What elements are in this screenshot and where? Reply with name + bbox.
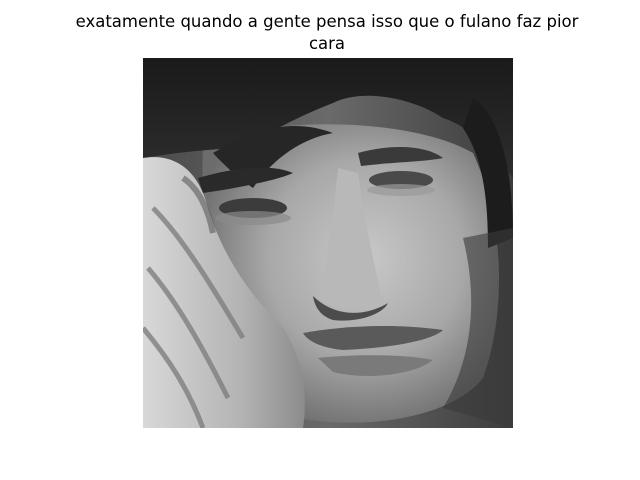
- figure-title: [0, 11, 640, 55]
- figure-title-line-2: cara: [308, 34, 346, 53]
- right-eye-lid: [367, 184, 435, 196]
- figure-title-line-1: exatamente quando a gente pensa isso que o fulano faz pior: [75, 12, 579, 31]
- portrait-illustration: [143, 58, 513, 428]
- left-eye-lid: [215, 211, 291, 225]
- portrait-image: [143, 58, 513, 428]
